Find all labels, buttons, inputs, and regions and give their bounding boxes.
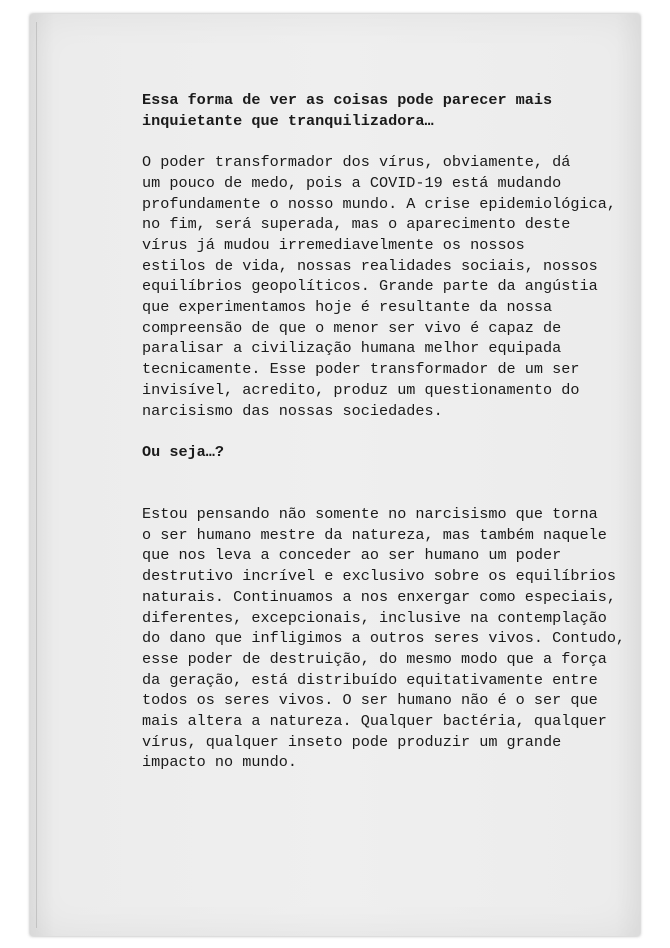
answer-1-line-9: compreensão de que o menor ser vivo é capaz de [142, 318, 562, 337]
answer-1-line-13: narcisismo das nossas sociedades. [142, 401, 443, 420]
answer-1-line-3: profundamente o nosso mundo. A crise epidemiológica, [142, 194, 616, 213]
text-body [142, 90, 642, 773]
answer-2-line-3: que nos leva a conceder ao ser humano um poder [142, 546, 562, 565]
paragraph-gap [142, 463, 642, 484]
answer-1-line-7: equilíbrios geopolíticos. Grande parte da angústia [142, 277, 598, 296]
answer-2-line-8: esse poder de destruição, do mesmo modo que a força [142, 649, 607, 668]
question-1-line-2: inquietante que tranquilizadora… [142, 111, 434, 130]
answer-2-line-1: Estou pensando não somente no narcisismo que torna [142, 505, 598, 523]
answer-1-line-10: paralisar a civilização humana melhor equipada [142, 339, 562, 358]
answer-1-line-12: invisível, acredito, produz um questionamento do [142, 380, 580, 399]
paper-page [30, 14, 640, 936]
answer-1-line-2: um pouco de medo, pois a COVID-19 está mudando [142, 173, 562, 192]
answer-2-line-6: diferentes, excepcionais, inclusive na contemplação [142, 608, 607, 627]
answer-2-line-11: mais altera a natureza. Qualquer bactéria, qualquer [142, 712, 607, 731]
answer-1-line-11: tecnicamente. Esse poder transformador de um ser [142, 360, 580, 379]
answer-1-line-1: O poder transformador dos vírus, obviamente, dá [142, 153, 571, 172]
question-1-line-1: Essa forma de ver as coisas pode parecer mais [142, 91, 553, 109]
answer-2-line-2: o ser humano mestre da natureza, mas também naquele [142, 525, 607, 544]
answer-2-line-5: naturais. Continuamos a nos enxergar como especiais, [142, 587, 616, 606]
answer-2-line-7: do dano que infligimos a outros seres vivos. Contudo, [142, 629, 626, 648]
paragraph-gap [142, 131, 642, 152]
answer-1-line-5: vírus já mudou irremediavelmente os nossos [142, 235, 525, 254]
answer-2-line-10: todos os seres vivos. O ser humano não é o ser que [142, 691, 598, 710]
answer-2-line-9: da geração, está distribuído equitativamente entre [142, 670, 598, 689]
answer-1-line-6: estilos de vida, nossas realidades sociais, nossos [142, 256, 598, 275]
answer-2-line-4: destrutivo incrível e exclusivo sobre os equilíbrios [142, 567, 616, 586]
paragraph-gap [142, 421, 642, 442]
answer-2-line-12: vírus, qualquer inseto pode produzir um grande [142, 732, 562, 751]
question-2-line-1: Ou seja…? [142, 442, 225, 461]
paragraph-gap [142, 483, 642, 504]
answer-1-line-8: que experimentamos hoje é resultante da nossa [142, 298, 553, 317]
answer-1-line-4: no fim, será superada, mas o aparecimento deste [142, 215, 571, 234]
answer-2-line-13: impacto no mundo. [142, 753, 297, 772]
